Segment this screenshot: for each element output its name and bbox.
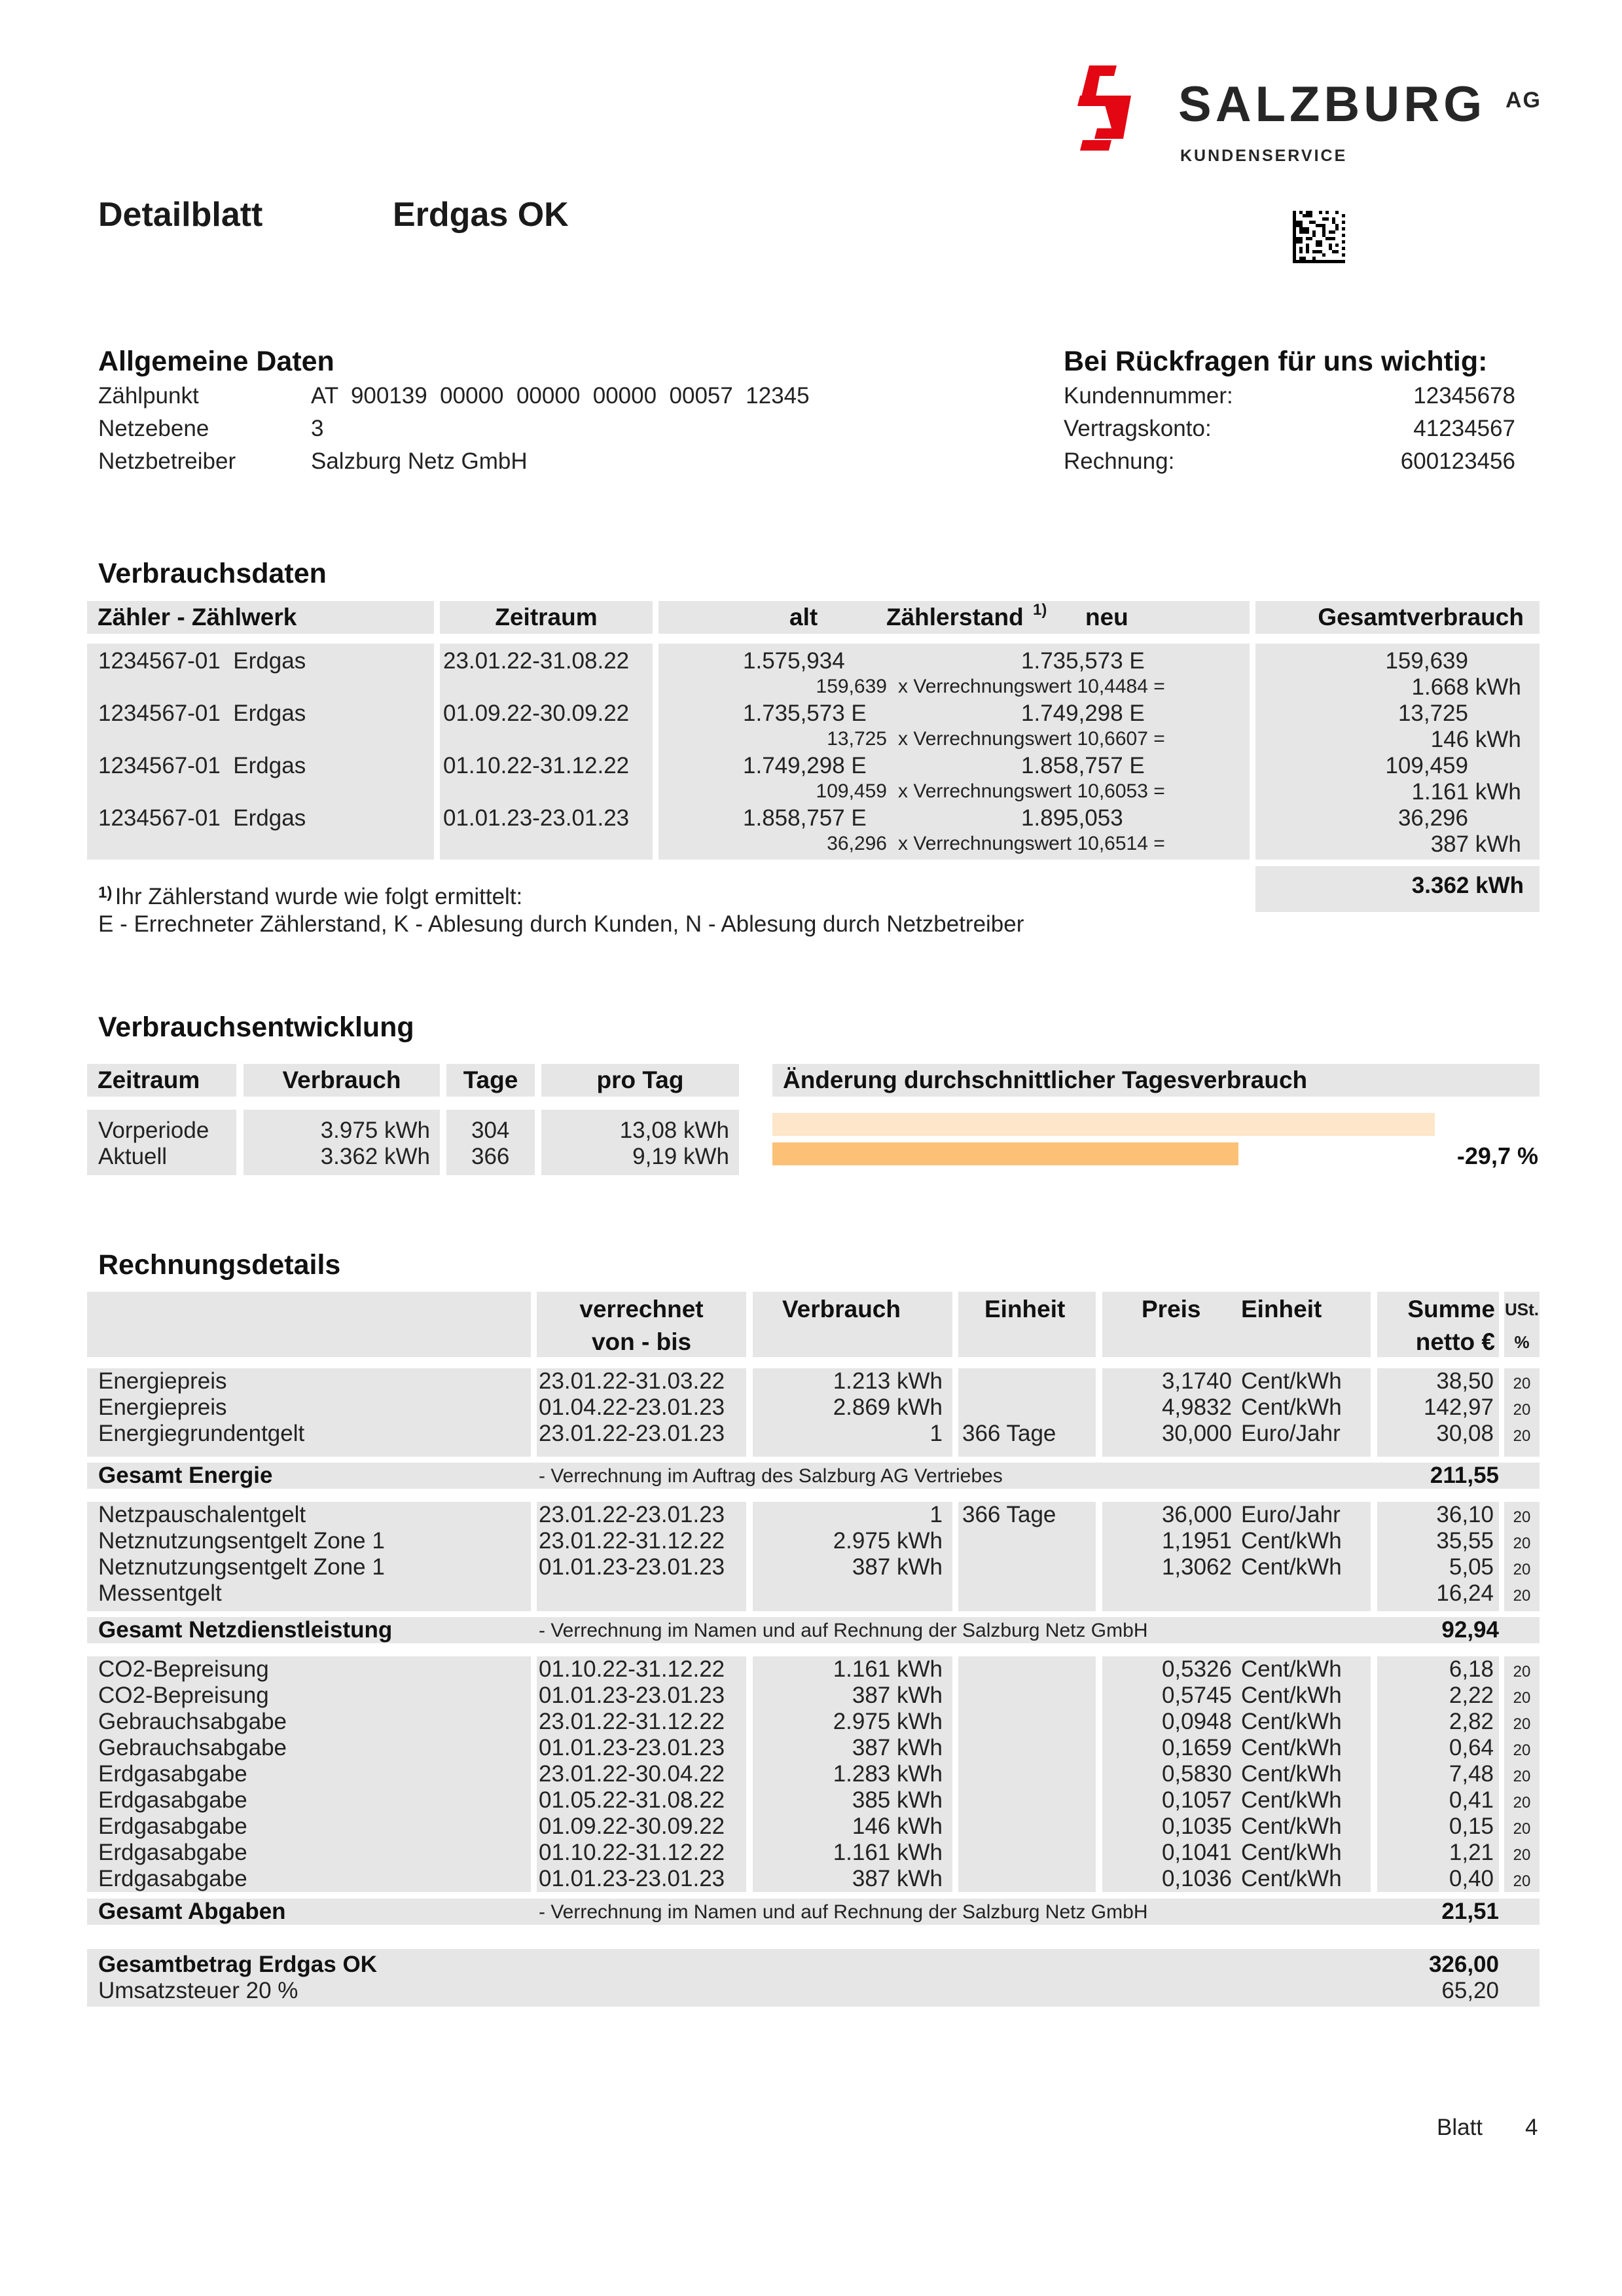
dev-header-usage: Verbrauch [282,1066,401,1093]
invoice-cell-sum: 5,05 [1449,1554,1494,1580]
inv-header-sum-2: netto € [1415,1328,1495,1355]
invoice-cell-period: 23.01.22-31.03.22 [539,1368,725,1394]
invoice-cell-price: 4,9832 [1161,1394,1232,1420]
invoice-cell-price-unit: Cent/kWh [1241,1840,1342,1865]
footnote-legend: E - Errechneter Zählerstand, K - Ablesung durch Kunden, N - Ablesung durch Netzbetreiber [98,911,1024,937]
invoice-cell-usage: 146 kWh [852,1813,943,1839]
invoice-cell-item: Erdgasabgabe [98,1761,247,1787]
invoice-cell-unit: 366 Tage [962,1502,1056,1527]
grand-total-value: 326,00 [1428,1952,1499,1977]
invoice-cell-sum: 2,22 [1449,1683,1494,1708]
invoice-cell-period: 01.05.22-31.08.22 [539,1787,725,1813]
invoice-number-value: 600123456 [1400,448,1515,474]
footnote: 1) Ihr Zählerstand wurde wie folgt ermittelt: [98,884,523,909]
invoice-cell-price-unit: Cent/kWh [1241,1735,1342,1760]
invoice-cell-usage: 1.161 kWh [833,1840,943,1865]
invoice-cell-vat: 20 [1513,1768,1531,1785]
invoice-cell-price-unit: Cent/kWh [1241,1709,1342,1734]
salzburg-ag-logo [1073,65,1545,177]
invoice-cell-usage: 387 kWh [852,1554,943,1580]
vat-value: 65,20 [1441,1978,1499,2003]
invoice-cell-item: Netznutzungsentgelt Zone 1 [98,1528,385,1554]
grand-total-label: Gesamtbetrag Erdgas OK [98,1952,377,1977]
invoice-cell-usage: 2.975 kWh [833,1709,943,1734]
invoice-cell-price-unit: Euro/Jahr [1241,1421,1341,1446]
invoice-cell-sum: 16,24 [1436,1580,1494,1606]
meter-point-value: AT 900139 00000 00000 00000 00057 12345 [311,383,810,409]
invoice-cell-price-unit: Cent/kWh [1241,1787,1342,1813]
page-label: Blatt [1437,2115,1483,2140]
total-energy-row: Gesamt Energie - Verrechnung im Auftrag des Salzburg AG Vertriebes 211,55 [87,1463,1540,1489]
development-heading: Verbrauchsentwicklung [98,1011,414,1043]
invoice-cell-price: 1,3062 [1161,1554,1232,1580]
invoice-cell-usage: 1.283 kWh [833,1761,943,1787]
invoice-cell-price-unit: Cent/kWh [1241,1813,1342,1839]
invoice-cell-usage: 1.213 kWh [833,1368,943,1394]
invoice-cell-item: Gebrauchsabgabe [98,1735,287,1760]
footnote-marker: 1) [1033,601,1047,619]
invoice-cell-price-unit: Euro/Jahr [1241,1502,1341,1527]
invoice-cell-price: 0,5326 [1161,1656,1232,1682]
contract-account-label: Vertragskonto: [1064,416,1212,441]
general-data-heading: Allgemeine Daten [98,346,334,377]
invoice-cell-price-unit: Cent/kWh [1241,1866,1342,1891]
invoice-cell-period: 01.01.23-23.01.23 [539,1554,725,1580]
invoice-cell-vat: 20 [1513,1375,1531,1393]
consumption-heading: Verbrauchsdaten [98,558,327,589]
invoice-cell-vat: 20 [1513,1427,1531,1445]
invoice-cell-vat: 20 [1513,1820,1531,1838]
contract-account-value: 41234567 [1413,416,1515,441]
invoice-cell-vat: 20 [1513,1587,1531,1605]
invoice-cell-sum: 0,40 [1449,1866,1494,1891]
inv-header-vat-1: USt. [1505,1300,1539,1319]
invoice-cell-item: Erdgasabgabe [98,1866,247,1891]
inv-header-usage: Verbrauch [782,1296,901,1322]
invoice-cell-price: 3,1740 [1161,1368,1232,1394]
invoice-cell-price: 30,000 [1161,1421,1232,1446]
invoice-cell-price-unit: Cent/kWh [1241,1761,1342,1787]
invoice-cell-item: Netzpauschalentgelt [98,1502,306,1527]
bar-previous-period [772,1113,1435,1136]
invoice-cell-item: Energiepreis [98,1394,227,1420]
datamatrix-code-icon [1293,211,1345,263]
invoice-cell-price: 36,000 [1161,1502,1232,1527]
invoice-cell-item: Erdgasabgabe [98,1840,247,1865]
invoice-cell-price-unit: Cent/kWh [1241,1656,1342,1682]
invoice-cell-vat: 20 [1513,1689,1531,1707]
invoice-cell-period: 01.10.22-31.12.22 [539,1840,725,1865]
bar-current-period [772,1142,1238,1165]
consumption-header-reading: alt Zählerstand 1) neu [658,601,1250,634]
inv-header-unit: Einheit [984,1296,1066,1322]
grand-total-block [87,1949,1540,2007]
invoice-cell-period: 23.01.22-23.01.23 [539,1502,725,1527]
inv-header-period-1: verrechnet [579,1296,704,1322]
invoice-cell-sum: 1,21 [1449,1840,1494,1865]
invoice-cell-usage: 2.869 kWh [833,1394,943,1420]
customer-number-label: Kundennummer: [1064,383,1233,409]
invoice-cell-price: 0,1659 [1161,1735,1232,1760]
inv-header-vat-2: % [1514,1332,1530,1352]
dev-header-change: Änderung durchschnittlicher Tagesverbrauch [783,1066,1308,1093]
total-grid-row: Gesamt Netzdienstleistung - Verrechnung im Namen und auf Rechnung der Salzburg Netz GmbH 92,94 [87,1617,1540,1643]
invoice-cell-vat: 20 [1513,1535,1531,1552]
dev-header-per-day: pro Tag [596,1066,684,1093]
invoice-cell-period: 23.01.22-31.12.22 [539,1528,725,1554]
customer-number-value: 12345678 [1413,383,1515,409]
invoice-cell-item: CO2-Bepreisung [98,1656,269,1682]
invoice-cell-item: Energiegrundentgelt [98,1421,305,1446]
inv-header-period-2: von - bis [591,1328,692,1355]
document-title: Detailblatt [98,196,263,234]
invoice-cell-period: 23.01.22-30.04.22 [539,1761,725,1787]
invoice-cell-vat: 20 [1513,1872,1531,1890]
total-levies-row: Gesamt Abgaben - Verrechnung im Namen und auf Rechnung der Salzburg Netz GmbH 21,51 [87,1899,1540,1925]
invoice-cell-usage: 385 kWh [852,1787,943,1813]
invoice-cell-usage: 387 kWh [852,1735,943,1760]
invoice-cell-period: 01.10.22-31.12.22 [539,1656,725,1682]
product-name: Erdgas OK [393,196,569,234]
invoice-cell-vat: 20 [1513,1846,1531,1864]
invoice-cell-item: Netznutzungsentgelt Zone 1 [98,1554,385,1580]
invoice-cell-price: 0,1035 [1161,1813,1232,1839]
invoice-cell-item: Gebrauchsabgabe [98,1709,287,1734]
page-number: 4 [1525,2115,1538,2140]
invoice-cell-vat: 20 [1513,1715,1531,1733]
inv-header-price: Preis [1142,1296,1201,1322]
invoice-cell-price-unit: Cent/kWh [1241,1394,1342,1420]
brand-name: SALZBURG [1178,77,1487,132]
consumption-header-total: Gesamtverbrauch [1255,601,1540,634]
invoice-cell-sum: 142,97 [1423,1394,1494,1420]
invoice-cell-price: 0,1057 [1161,1787,1232,1813]
invoice-cell-sum: 0,41 [1449,1787,1494,1813]
invoice-cell-period: 01.01.23-23.01.23 [539,1866,725,1891]
invoice-cell-sum: 6,18 [1449,1656,1494,1682]
grid-operator-label: Netzbetreiber [98,448,236,474]
invoice-cell-vat: 20 [1513,1508,1531,1526]
invoice-cell-usage: 1 [929,1421,943,1446]
invoice-cell-period: 01.01.23-23.01.23 [539,1735,725,1760]
invoice-cell-usage: 1.161 kWh [833,1656,943,1682]
invoice-cell-unit: 366 Tage [962,1421,1056,1446]
invoice-cell-price-unit: Cent/kWh [1241,1683,1342,1708]
invoice-cell-sum: 36,10 [1436,1502,1494,1527]
dev-header-period: Zeitraum [98,1066,200,1093]
invoice-cell-usage: 387 kWh [852,1683,943,1708]
invoice-cell-price-unit: Cent/kWh [1241,1528,1342,1554]
invoice-cell-price: 0,0948 [1161,1709,1232,1734]
invoice-cell-vat: 20 [1513,1663,1531,1681]
invoice-cell-usage: 2.975 kWh [833,1528,943,1554]
invoice-cell-price: 0,5830 [1161,1761,1232,1787]
invoice-cell-period: 01.01.23-23.01.23 [539,1683,725,1708]
brand-subtitle: KUNDENSERVICE [1180,147,1348,165]
invoice-cell-vat: 20 [1513,1794,1531,1812]
grid-level-value: 3 [311,416,324,441]
invoice-cell-period: 23.01.22-23.01.23 [539,1421,725,1446]
invoice-cell-item: Erdgasabgabe [98,1787,247,1813]
invoice-cell-vat: 20 [1513,1401,1531,1419]
invoice-cell-usage: 387 kWh [852,1866,943,1891]
meter-point-label: Zählpunkt [98,383,199,409]
inv-header-price-unit: Einheit [1241,1296,1322,1322]
grid-level-label: Netzebene [98,416,209,441]
invoice-heading: Rechnungsdetails [98,1249,341,1281]
salzburg-logo-mark-icon [1073,65,1132,151]
invoice-cell-sum: 38,50 [1436,1368,1494,1394]
invoice-cell-item: CO2-Bepreisung [98,1683,269,1708]
consumption-header-period: Zeitraum [440,601,653,634]
invoice-cell-sum: 30,08 [1436,1421,1494,1446]
invoice-cell-sum: 0,15 [1449,1813,1494,1839]
invoice-cell-period: 01.09.22-30.09.22 [539,1813,725,1839]
invoice-cell-period: 23.01.22-31.12.22 [539,1709,725,1734]
invoice-cell-item: Erdgasabgabe [98,1813,247,1839]
invoice-cell-vat: 20 [1513,1561,1531,1578]
invoice-cell-price-unit: Cent/kWh [1241,1368,1342,1394]
invoice-cell-sum: 2,82 [1449,1709,1494,1734]
invoice-cell-usage: 1 [929,1502,943,1527]
invoice-cell-period: 01.04.22-23.01.23 [539,1394,725,1420]
invoice-cell-price-unit: Cent/kWh [1241,1554,1342,1580]
vat-label: Umsatzsteuer 20 % [98,1978,298,2003]
invoice-cell-item: Messentgelt [98,1580,222,1606]
invoice-cell-sum: 7,48 [1449,1761,1494,1787]
consumption-header-meter: Zähler - Zählwerk [87,601,434,634]
invoice-cell-vat: 20 [1513,1741,1531,1759]
grid-operator-value: Salzburg Netz GmbH [311,448,528,474]
invoice-number-label: Rechnung: [1064,448,1175,474]
invoice-cell-price: 0,1036 [1161,1866,1232,1891]
brand-suffix: AG [1505,88,1541,113]
invoice-cell-price: 0,1041 [1161,1840,1232,1865]
invoice-cell-price: 1,1951 [1161,1528,1232,1554]
consumption-total: 3.362 kWh [1255,866,1540,912]
invoice-cell-price: 0,5745 [1161,1683,1232,1708]
contact-heading: Bei Rückfragen für uns wichtig: [1064,346,1488,377]
inv-header-sum-1: Summe [1407,1296,1495,1322]
invoice-cell-item: Energiepreis [98,1368,227,1394]
change-percentage: -29,7 % [1456,1142,1538,1169]
invoice-cell-sum: 35,55 [1436,1528,1494,1554]
dev-header-days: Tage [463,1066,518,1093]
invoice-cell-sum: 0,64 [1449,1735,1494,1760]
